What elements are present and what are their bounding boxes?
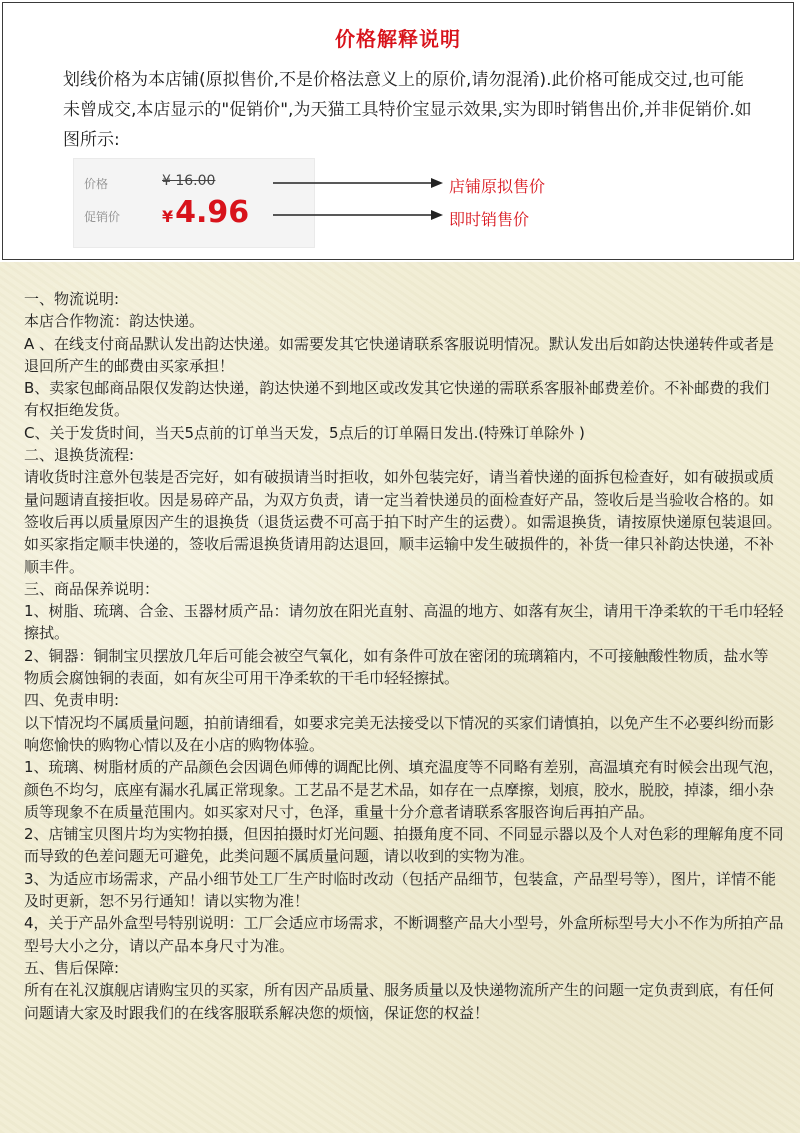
price-explanation-text: 划线价格为本店铺(原拟售价,不是价格法意义上的原价,请勿混淆).此价格可能成交过,也可能未曾成交,本店显示的"促销价",为天猫工具特价宝显示效果,实为即时销售出价,并非促销价.如图所示: <box>63 70 752 150</box>
promo-price-label: 促销价 <box>84 210 121 224</box>
arrows-graphic <box>271 169 451 225</box>
currency-symbol: ¥ <box>162 207 174 226</box>
policy-line: 4，关于产品外盒型号特别说明：工厂会适应市场需求，不断调整产品大小型号，外盒所标型号大小不作为所拍产品型号大小之分，请以产品本身尺寸为准。 <box>24 914 784 955</box>
original-price: ¥ 16.00 <box>162 173 216 189</box>
policy-line: B、卖家包邮商品限仅发韵达快递，韵达快递不到地区或改发其它快递的需联系客服补邮费差价。不补邮费的我们有权拒绝发货。 <box>24 379 770 420</box>
policy-line: A 、在线支付商品默认发出韵达快递。如需要发其它快递请联系客服说明情况。默认发出后如韵达快递转件或者是退回所产生的邮费由买家承担！ <box>24 334 775 375</box>
policy-heading: 三、商品保养说明： <box>24 579 160 598</box>
store-policy-text <box>24 288 784 1024</box>
policy-line: 以下情况均不属质量问题，拍前请细看，如要求完美无法接受以下情况的买家们请慎拍，以免产生不必要纠纷而影响您愉快的购物心情以及在小店的购物体验。 <box>24 713 775 754</box>
policy-line: 3、为适应市场需求，产品小细节处工厂生产时临时改动（包括产品细节，包装盒，产品型号等），图片，详情不能及时更新，恕不另行通知！请以实物为准！ <box>24 869 777 911</box>
instant-price-explanation: 即时销售价 <box>449 210 530 229</box>
policy-heading: 一、物流说明: <box>24 290 120 308</box>
policy-heading: 四、免责申明: <box>24 691 120 710</box>
arrow-icon <box>273 210 443 220</box>
policy-line: 2、店铺宝贝图片均为实物拍摄，但因拍摄时灯光问题、拍摄角度不同、不同显示器以及个人对色彩的理解角度不同而导致的色差问题无可避免，此类问题不属质量问题，请以收到的实物为准。 <box>24 825 784 866</box>
price-explanation-box <box>2 2 794 260</box>
arrow-icon <box>273 178 443 188</box>
policy-line: 所有在礼汉旗舰店请购宝贝的买家，所有因产品质量、服务质量以及快递物流所产生的问题一定负责到底，有任何问题请大家及时跟我们的在线客服联系解决您的烦恼，保证您的权益！ <box>24 981 775 1022</box>
policy-line: 1、树脂、琉璃、合金、玉器材质产品：请勿放在阳光直射、高温的地方、如落有灰尘，请用干净柔软的干毛巾轻轻擦拭。 <box>24 602 784 643</box>
original-price-explanation: 店铺原拟售价 <box>449 177 546 196</box>
price-label: 价格 <box>84 177 109 191</box>
policy-line: 2、铜器：铜制宝贝摆放几年后可能会被空气氧化，如有条件可放在密闭的琉璃箱内，不可接触酸性物质，盐水等 物质会腐蚀铜的表面，如有灰尘可用干净柔软的干毛巾轻轻擦拭。 <box>24 646 769 688</box>
promo-price-value: 4.96 <box>175 195 250 230</box>
policy-line: 1、琉璃、树脂材质的产品颜色会因调色师傅的调配比例、填充温度等不同略有差别，高温填充有时候会出现气泡，颜色不均匀，底座有漏水孔属正常现象。工艺品不是艺术品，如存在一点摩擦，划痕，胶水，脱胶，掉漆，细小杂质等现象不在质量范围内。如买家对尺寸，色泽，重量十分介意者请联系客服咨询后再拍产品。 <box>24 758 784 821</box>
price-explanation-title: 价格解释说明 <box>335 27 461 51</box>
store-policy-section <box>0 262 800 1133</box>
policy-heading: 五、售后保障: <box>24 958 120 977</box>
policy-line: C、关于发货时间，当天5点前的订单当天发，5点后的订单隔日发出.(特殊订单除外 ) <box>24 423 585 442</box>
promo-price <box>162 195 249 230</box>
policy-line: 本店合作物流：韵达快递。 <box>24 312 205 331</box>
policy-heading: 二、退换货流程: <box>24 446 135 465</box>
policy-line: 请收货时注意外包装是否完好，如有破损请当时拒收，如外包装完好，请当着快递的面拆包检查好，如有破损或质量问题请直接拒收。因是易碎产品，为双方负责，请一定当着快递员的面检查好产品，签收后是当验收合格的。如签收后再以质量原因产生的退换货（退货运费不可高于拍下时产生的运费）。如需退换货，请按原快递原包装退回。如买家指定顺丰快递的，签收后需退换货请用韵达退回，顺丰运输中发生破损件的，补货一律只补韵达快递，不补顺丰件。 <box>24 468 782 576</box>
